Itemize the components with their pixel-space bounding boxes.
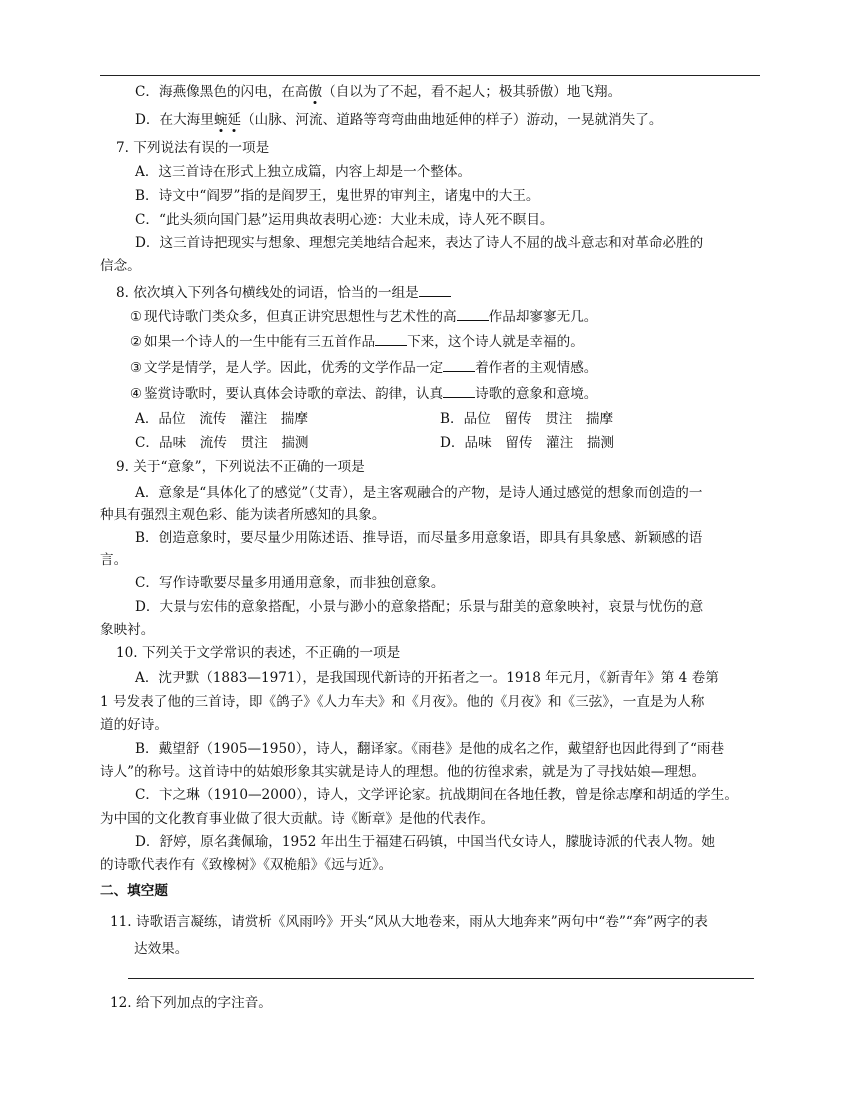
emphasis-dot-char: 傲 [308,84,323,100]
answer-line[interactable] [128,978,754,979]
q8-sentence-2: ② 如果一个诗人的一生中能有三五首作品 下来，这个诗人就是幸福的。 [128,331,584,352]
q10-option-a-line2: 1 号发表了他的三首诗，即《鸽子》《人力车夫》和《月夜》。他的《月夜》和《三弦》，一直是为人称 [100,694,705,710]
q10-option-b-line2: 诗人”的称号。这首诗中的姑娘形象其实就是诗人的理想。他的彷徨求索，就是为了寻找姑娘—理想。 [100,764,706,780]
q8-option-a: A．品位 流传 灌注 揣摩 [135,411,308,427]
q9-option-d-line2: 象映衬。 [100,622,155,638]
q8-sentence-4: ④ 鉴赏诗歌时，要认真体会诗歌的章法、韵律，认真 诗歌的意象和意境。 [128,383,597,404]
q7-option-d-line2: 信念。 [100,258,141,274]
q10-option-d-line2: 的诗歌代表作有《致橡树》《双桅船》《远与近》。 [100,857,393,873]
q9-stem: 9. 关于“意象”，下列说法不正确的一项是 [116,459,365,475]
q9-option-b-line2: 言。 [100,552,128,568]
q11-stem-line2: 达效果。 [134,941,189,957]
answer-blank [375,331,407,346]
q6-option-c: C．海燕像黑色的闪电，在高傲（自以为了不起，看不起人；极其骄傲）地飞翔。 [135,84,622,100]
q9-option-d-line1: D．大景与宏伟的意象搭配，小景与渺小的意象搭配；乐景与甜美的意象映衬，哀景与忧伤的意 [135,599,704,615]
answer-blank [443,357,475,372]
q10-option-c-line2: 为中国的文化教育事业做了很大贡献。诗《断章》是他的代表作。 [100,811,495,827]
q8-option-b: B．品位 留传 贯注 揣摩 [440,411,614,427]
q9-option-b-line1: B．创造意象时，要尽量少用陈述语、推导语，而尽量多用意象语，即具有具象感、新颖感的语 [135,530,703,546]
q7-option-b: B．诗文中“阎罗”指的是阎罗王，鬼世界的审判主，诸鬼中的大王。 [135,188,540,204]
q6-option-d: D．在大海里蜿延（山脉、河流、道路等弯弯曲曲地延伸的样子）游动，一晃就消失了。 [135,112,663,128]
q7-option-d-line1: D．这三首诗把现实与想象、理想完美地结合起来，表达了诗人不屈的战斗意志和对革命必胜的 [135,235,704,251]
answer-blank [457,306,489,321]
q11-stem-line1: 11. 诗歌语言凝练，请赏析《风雨吟》开头“风从大地卷来，雨从大地奔来”两句中“卷”“奔”两字的表 [110,914,708,930]
q12-stem: 12. 给下列加点的字注音。 [110,995,272,1011]
header-rule [100,75,760,76]
q10-option-b-line1: B．戴望舒（1905—1950），诗人，翻译家。《雨巷》是他的成名之作，戴望舒也因此得到了“雨巷 [135,741,725,757]
emphasis-dot-char: 蜿 [213,112,228,128]
q8-option-d: D．品味 留传 灌注 揣测 [440,435,615,451]
q9-option-c: C．写作诗歌要尽量多用通用意象，而非独创意象。 [135,575,445,591]
answer-blank [419,282,451,297]
q9-option-a-line1: A．意象是“具体化了的感觉”（艾青），是主客观融合的产物，是诗人通过感觉的想象而创造的一 [135,485,703,501]
q7-option-a: A．这三首诗在形式上独立成篇，内容上却是一个整体。 [135,164,472,180]
q8-option-c: C．品味 流传 贯注 揣测 [135,435,309,451]
q10-stem: 10. 下列关于文学常识的表述，不正确的一项是 [116,645,401,661]
q9-option-a-line2: 种具有强烈主观色彩、能为读者所感知的具象。 [100,507,386,523]
q10-option-c-line1: C．卞之琳（1910—2000），诗人，文学评论家。抗战期间在各地任教，曾是徐志摩和胡适的学生。 [135,787,738,803]
q10-option-d-line1: D．舒婷，原名龚佩瑜，1952 年出生于福建石码镇，中国当代女诗人，朦胧诗派的代表人物。她 [135,834,715,850]
section-heading: 二、填空题 [100,883,168,899]
emphasis-dot-char: 延 [227,112,242,128]
q7-option-c: C．“此头须向国门悬”运用典故表明心迹：大业未成，诗人死不瞑目。 [135,212,554,228]
q8-sentence-3: ③ 文学是情学，是人学。因此，优秀的文学作品一定 着作者的主观情感。 [128,357,597,378]
answer-blank [443,383,475,398]
q10-option-a-line1: A．沈尹默（1883—1971），是我国现代新诗的开拓者之一。1918 年元月，《新青年》第 4 卷第 [135,670,719,686]
q8-sentence-1: ① 现代诗歌门类众多，但真正讲究思想性与艺术性的高 作品却寥寥无几。 [128,306,597,327]
q10-option-a-line3: 道的好诗。 [100,717,168,733]
q7-stem: 7. 下列说法有误的一项是 [116,140,270,156]
q8-stem: 8. 依次填入下列各句横线处的词语，恰当的一组是 [116,282,451,303]
